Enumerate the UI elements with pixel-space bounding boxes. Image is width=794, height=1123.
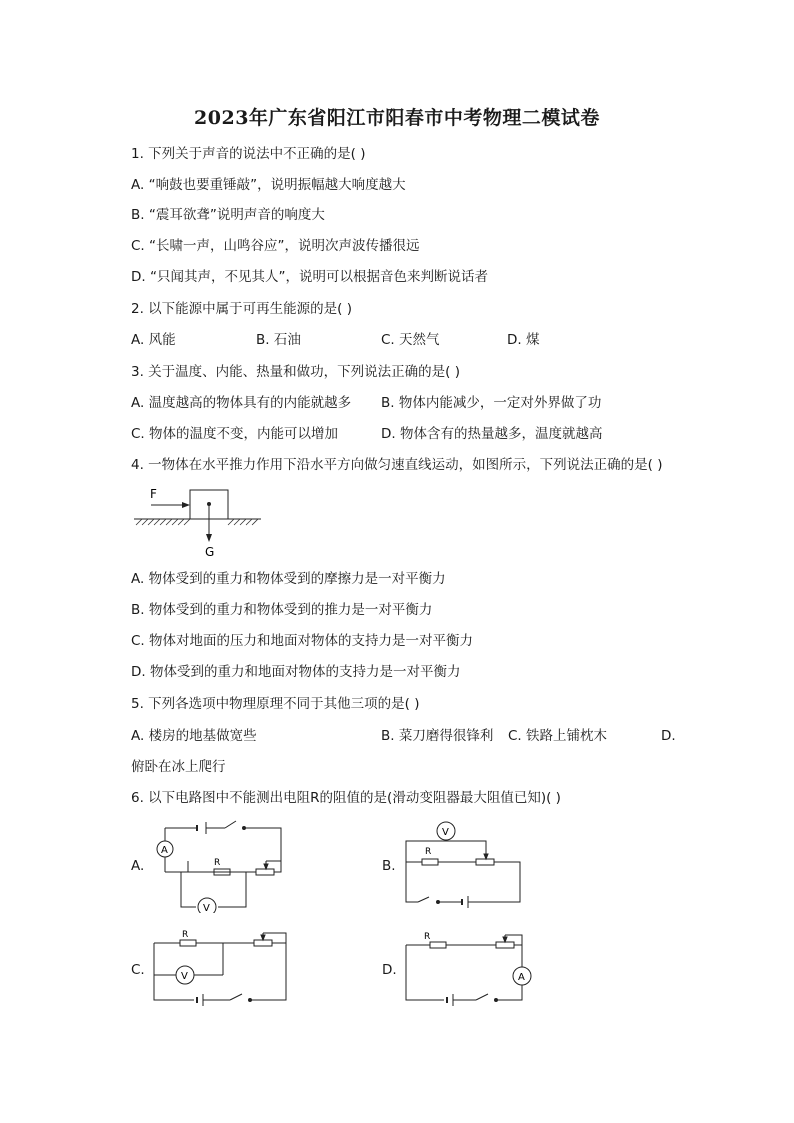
question-4-option-c: C. 物体对地面的压力和地面对物体的支持力是一对平衡力 xyxy=(131,633,474,649)
question-4-option-d: D. 物体受到的重力和地面对物体的支持力是一对平衡力 xyxy=(131,664,461,680)
ammeter-symbol: A xyxy=(161,845,168,856)
circuit-b-letter: B. xyxy=(382,858,396,874)
switch-icon xyxy=(230,994,242,1000)
question-4-option-b: B. 物体受到的重力和物体受到的推力是一对平衡力 xyxy=(131,602,433,618)
ground-hatching xyxy=(136,519,258,525)
resistor-r xyxy=(430,942,446,948)
question-3-option-d: D. 物体含有的热量越多，温度就越高 xyxy=(381,426,603,442)
resistor-label: R xyxy=(182,930,189,940)
question-1-option-b: B. “震耳欲聋”说明声音的响度大 xyxy=(131,207,325,223)
force-arrow-icon xyxy=(182,502,190,508)
question-6-stem: 6. 以下电路图中不能测出电阻R的阻值的是(滑动变阻器最大阻值已知)( ) xyxy=(131,790,561,806)
question-5-option-a: A. 楼房的地基做宽些 xyxy=(131,728,257,744)
voltmeter-symbol: V xyxy=(203,903,210,913)
resistor-label: R xyxy=(214,858,221,868)
circuit-d-diagram xyxy=(398,925,538,1010)
question-1-option-c: C. “长啸一声，山鸣谷应”，说明次声波传播很远 xyxy=(131,238,420,254)
question-1-option-d: D. “只闻其声，不见其人”，说明可以根据音色来判断说话者 xyxy=(131,269,488,285)
circuit-c-diagram xyxy=(148,925,293,1010)
rheostat-icon xyxy=(256,869,274,875)
ammeter-symbol: A xyxy=(518,972,525,983)
switch-icon xyxy=(225,821,236,828)
voltmeter-symbol: V xyxy=(181,971,188,982)
question-3-option-c: C. 物体的温度不变，内能可以增加 xyxy=(131,426,339,442)
question-5-option-d-letter: D. xyxy=(661,728,676,744)
resistor-r xyxy=(422,859,438,865)
question-2-option-b: B. 石油 xyxy=(256,332,301,348)
question-4-option-a: A. 物体受到的重力和物体受到的摩擦力是一对平衡力 xyxy=(131,571,446,587)
voltmeter-symbol: V xyxy=(442,827,449,838)
slider-arrow-icon xyxy=(261,935,265,940)
page-title: 2023年广东省阳江市阳春市中考物理二模试卷 xyxy=(194,107,600,129)
circuit-d-letter: D. xyxy=(382,962,397,978)
force-diagram xyxy=(128,482,268,562)
resistor-label: R xyxy=(425,847,432,857)
question-3-stem: 3. 关于温度、内能、热量和做功，下列说法正确的是( ) xyxy=(131,364,460,380)
gravity-label-g: G xyxy=(205,545,215,559)
question-3-option-a: A. 温度越高的物体具有的内能就越多 xyxy=(131,395,352,411)
question-3-option-b: B. 物体内能减少，一定对外界做了功 xyxy=(381,395,602,411)
question-5-option-b: B. 菜刀磨得很锋利 xyxy=(381,728,494,744)
question-2-option-c: C. 天然气 xyxy=(381,332,440,348)
rheostat-icon xyxy=(476,859,494,865)
resistor-label: R xyxy=(424,932,431,942)
circuit-b-diagram xyxy=(398,815,528,913)
gravity-arrow-icon xyxy=(206,534,212,542)
question-5-stem: 5. 下列各选项中物理原理不同于其他三项的是( ) xyxy=(131,696,420,712)
slider-arrow-icon xyxy=(484,854,488,859)
circuit-c-letter: C. xyxy=(131,962,145,978)
force-label-f: F xyxy=(150,487,157,501)
switch-icon xyxy=(418,897,429,902)
question-4-stem: 4. 一物体在水平推力作用下沿水平方向做匀速直线运动，如图所示，下列说法正确的是( ) xyxy=(131,457,663,473)
circuit-a-diagram xyxy=(148,815,288,913)
switch-icon xyxy=(476,994,488,1000)
resistor-r xyxy=(180,940,196,946)
question-2-stem: 2. 以下能源中属于可再生能源的是( ) xyxy=(131,301,352,317)
slider-arrow-icon xyxy=(264,864,268,869)
question-2-option-d: D. 煤 xyxy=(507,332,540,348)
slider-arrow-icon xyxy=(503,937,507,942)
question-2-option-a: A. 风能 xyxy=(131,332,176,348)
question-5-option-c: C. 铁路上铺枕木 xyxy=(508,728,608,744)
question-1-stem: 1. 下列关于声音的说法中不正确的是( ) xyxy=(131,146,366,162)
question-5-option-d-text: 俯卧在冰上爬行 xyxy=(131,759,226,775)
question-1-option-a: A. “响鼓也要重锤敲”，说明振幅越大响度越大 xyxy=(131,177,406,193)
circuit-a-letter: A. xyxy=(131,858,145,874)
